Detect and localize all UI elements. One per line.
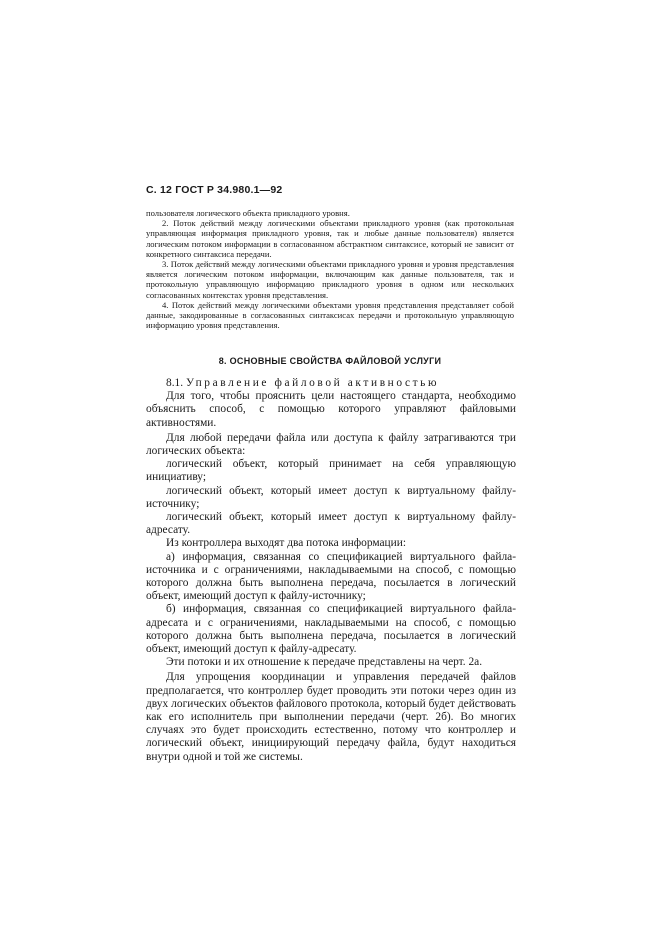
- main-paragraph-1: Для того, чтобы прояснить цели настоящего стандарта, необходимо объяснить способ, с помощью которого управляют файловыми активностями.: [146, 390, 516, 429]
- small-paragraph-1: пользователя логического объекта прикладного уровня.: [146, 208, 350, 218]
- main-paragraph-2: Для любой передачи файла или доступа к файлу затрагиваются три логических объекта:: [146, 431, 516, 458]
- small-paragraph-3: 3. Поток действий между логическими объектами прикладного уровня и уровня представления является логическим потоком информации, включающим как данные пользователя, так и протокольную управляющую информацию прикладного уровня в одном или нескольких согласованных контекстах уровня представления.: [146, 259, 514, 300]
- small-paragraph-2: 2. Поток действий между логическими объектами прикладного уровня (как протокольная управляющая информация прикладного уровня, так и любые данные пользователя) является логическим потоком информации в согласованном абстрактном синтаксисе, который не зависит от конкретного синтаксиса передачи.: [146, 218, 514, 259]
- main-paragraph-8: б) информация, связанная со спецификацией виртуального файла-адресата и с ограничениями, накладываемыми на способ, с помощью которого должна быть выполнена передача, посылается в логический объект, имеющий доступ к файлу-адресату.: [146, 603, 516, 656]
- main-paragraph-7: а) информация, связанная со спецификацией виртуального файла-источника и с ограничениями, накладываемыми на способ, с помощью которого должна быть выполнена передача, посылается в логический объект, имеющий доступ к файлу-источнику;: [146, 550, 516, 603]
- main-text-block: [146, 377, 516, 764]
- main-paragraph-9: Эти потоки и их отношение к передаче представлены на черт. 2а.: [166, 656, 483, 669]
- main-paragraph-3: логический объект, который принимает на себя управляющую инициативу;: [146, 458, 516, 484]
- subsection-heading: [146, 377, 516, 390]
- main-paragraph-6: Из контроллера выходят два потока информации:: [166, 537, 407, 550]
- small-paragraph-4: 4. Поток действий между логическими объектами уровня представления представляет собой данные, закодированные в согласованных синтаксисах передачи и протокольную управляющую информацию уровня представления.: [146, 299, 514, 331]
- main-paragraph-4: логический объект, который имеет доступ к виртуальному файлу-источнику;: [146, 484, 516, 510]
- small-text-block: [146, 208, 514, 330]
- main-paragraph-5: логический объект, который имеет доступ к виртуальному файлу-адресату.: [146, 511, 516, 537]
- subsection-number: 8.1.: [166, 377, 184, 389]
- section-title: 8. ОСНОВНЫЕ СВОЙСТВА ФАЙЛОВОЙ УСЛУГИ: [218, 356, 442, 366]
- subsection-title: Управление файловой активностью: [185, 377, 440, 389]
- page-header: С. 12 ГОСТ Р 34.980.1—92: [146, 184, 283, 196]
- main-paragraph-10: Для упрощения координации и управления передачей файлов предполагается, что контроллер будет проводить эти потоки через один из двух логических объектов файлового протокола, который будет действовать как его исполнитель при выполнении передачи (черт. 2б). Во многих случаях это будет происходить естественно, потому что контроллер и логический объект, инициирующий передачу файла, будут находиться внутри одной и той же системы.: [146, 671, 516, 763]
